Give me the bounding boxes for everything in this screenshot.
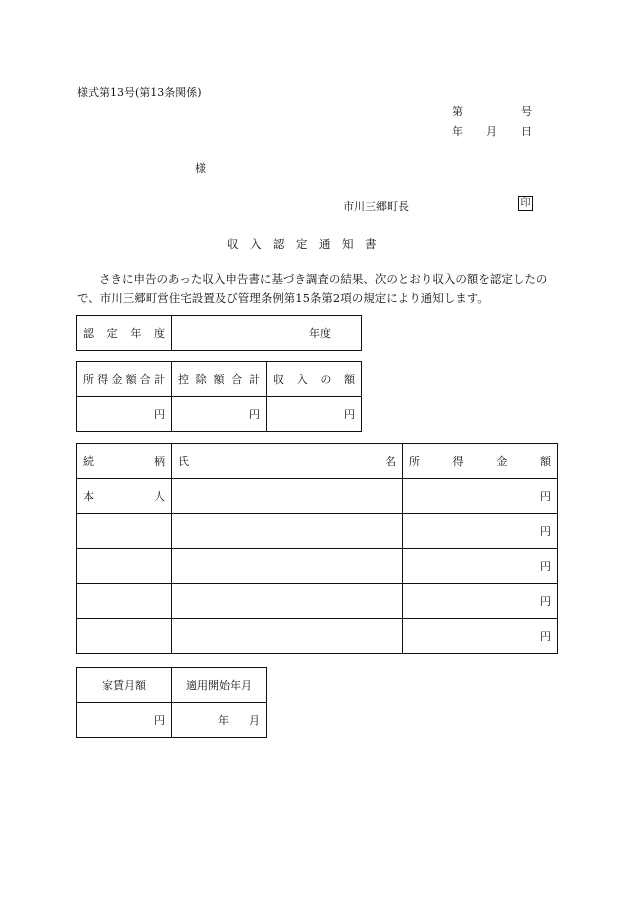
- income-cell: 円: [403, 479, 558, 514]
- table-header-row: [77, 444, 558, 479]
- header-total-deductions: 控除額合計: [172, 362, 267, 397]
- header-name: [172, 444, 403, 479]
- header-start-month: 適用開始年月: [172, 668, 267, 703]
- addressee-suffix: 様: [195, 162, 206, 175]
- header-monthly-rent: 家賃月額: [77, 668, 172, 703]
- table-row: [77, 316, 362, 351]
- relation-cell: 本人: [77, 479, 172, 514]
- start-year-unit: 年: [218, 714, 229, 727]
- date-day-label: 日: [521, 125, 532, 138]
- start-month-unit: 月: [249, 714, 260, 727]
- name-cell: [172, 549, 403, 584]
- income-amount-value: 円: [267, 397, 362, 432]
- header-relation: 続柄: [77, 444, 172, 479]
- notice-body-text: さきに申告のあった収入申告書に基づき調査の結果、次のとおり収入の額を認定したので、市川三郷町営住宅設置及び管理条例第15条第2項の規定により通知します。: [77, 272, 548, 305]
- table-row: [77, 549, 558, 584]
- total-deductions-value: 円: [172, 397, 267, 432]
- issuer-name: 市川三郷町長: [343, 200, 409, 213]
- monthly-rent-value: 円: [77, 703, 172, 738]
- certification-year-table: [76, 315, 362, 351]
- relation-cell: [77, 584, 172, 619]
- income-cell: 円: [403, 549, 558, 584]
- table-header-row: [77, 668, 267, 703]
- table-row: [77, 584, 558, 619]
- name-cell: [172, 514, 403, 549]
- name-cell: [172, 479, 403, 514]
- header-income-amount: 収入の額: [267, 362, 362, 397]
- table-row: [77, 514, 558, 549]
- table-row: [77, 703, 267, 738]
- table-header-row: [77, 362, 362, 397]
- date-month-label: 月: [486, 125, 497, 138]
- income-cell: 円: [403, 619, 558, 654]
- income-summary-table: [76, 361, 362, 432]
- document-title: 収 入 認 定 通 知 書: [227, 237, 377, 251]
- table-row: [77, 397, 362, 432]
- name-cell: [172, 584, 403, 619]
- rent-table: [76, 667, 267, 738]
- start-month-value: [172, 703, 267, 738]
- table-row: [77, 479, 558, 514]
- table-row: [77, 619, 558, 654]
- seal-stamp: 印: [518, 196, 533, 211]
- name-cell: [172, 619, 403, 654]
- relation-cell: [77, 514, 172, 549]
- header-total-income: 所得金額合計: [77, 362, 172, 397]
- relation-cell: [77, 549, 172, 584]
- date-year-label: 年: [452, 125, 463, 138]
- total-income-value: 円: [77, 397, 172, 432]
- relation-cell: [77, 619, 172, 654]
- form-number: 様式第13号(第13条関係): [77, 86, 202, 99]
- income-cell: 円: [403, 584, 558, 619]
- income-cell: 円: [403, 514, 558, 549]
- document-number-suffix: 号: [521, 105, 532, 118]
- certification-year-label: 認定年度: [77, 316, 172, 351]
- document-number-label: 第: [452, 105, 463, 118]
- header-name-right: 名: [385, 455, 396, 468]
- header-income: 所得金額: [403, 444, 558, 479]
- header-name-left: 氏: [178, 455, 189, 468]
- certification-year-value: 年度: [172, 316, 362, 351]
- household-members-table: [76, 443, 558, 654]
